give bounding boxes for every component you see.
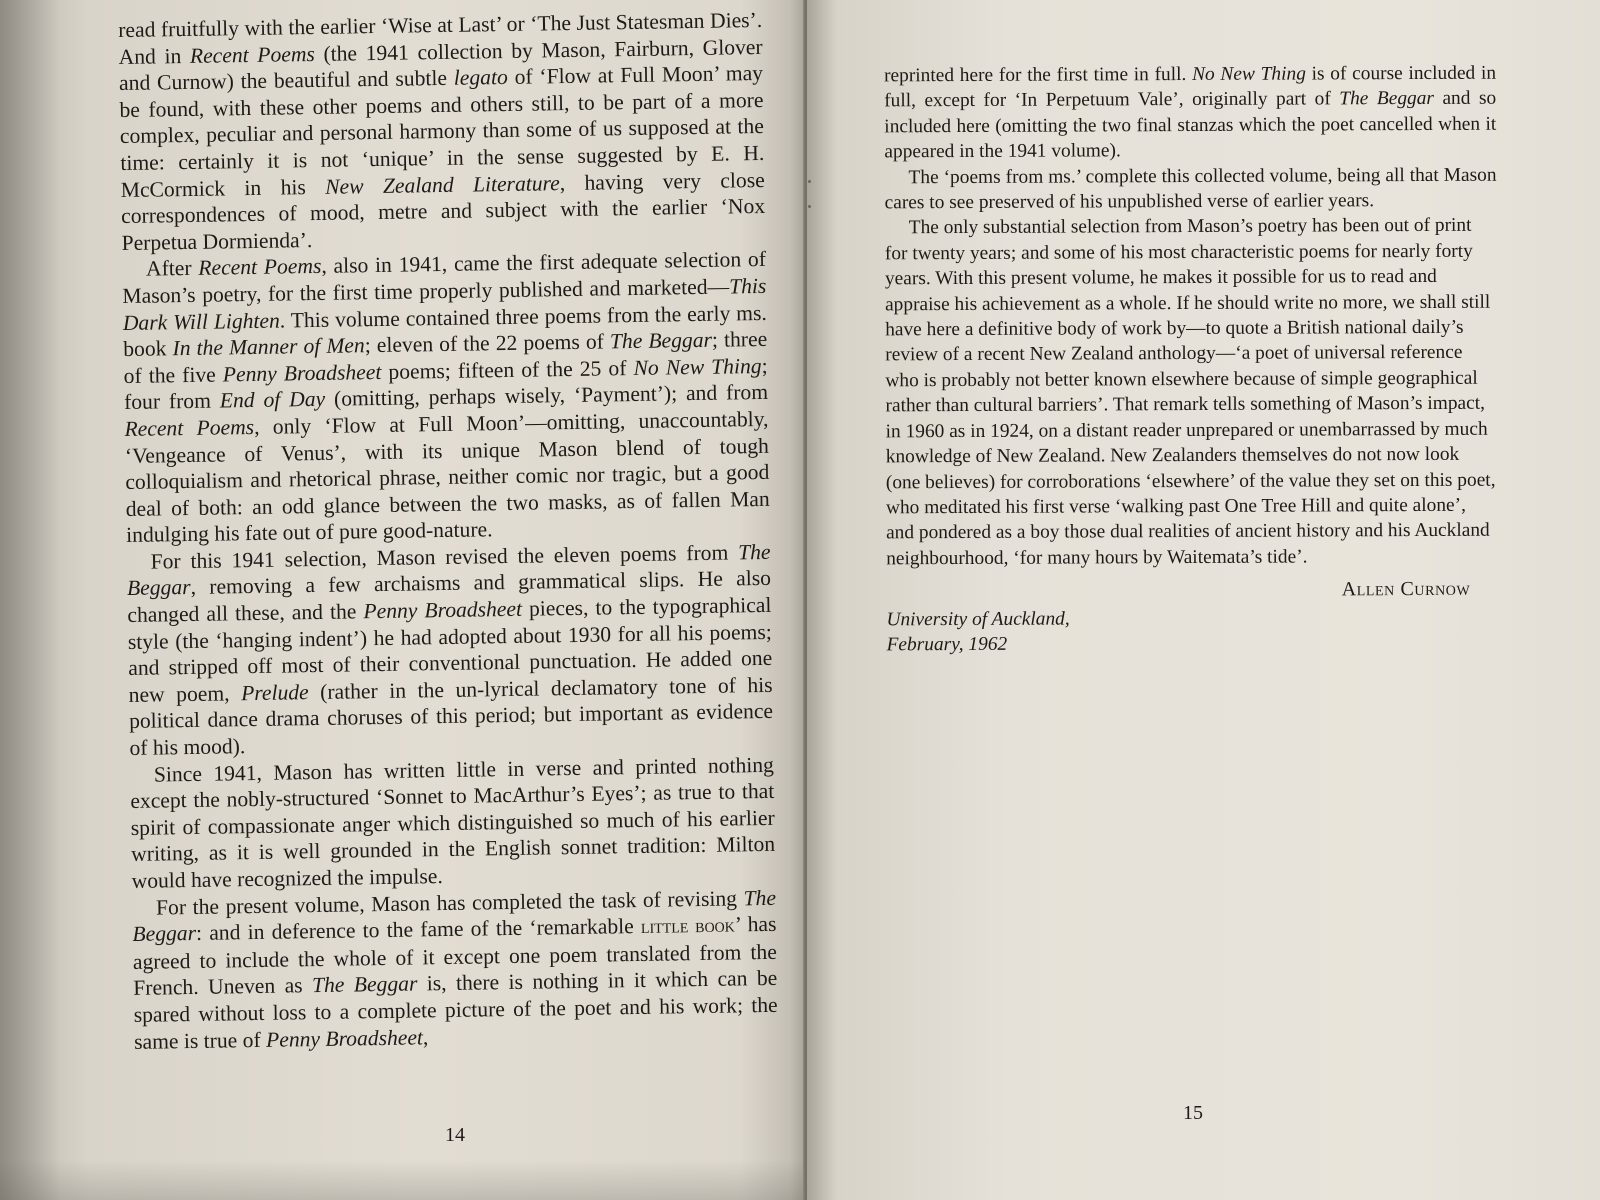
text-run: ; three of the five [123,327,768,388]
small-caps-text: little book [640,914,735,939]
binding-mark [808,180,811,183]
right-page-body [884,61,1499,658]
italic-title: Recent Poems [189,41,316,68]
italic-title: New Zealand Literature [324,170,560,199]
text-run: and so included here (omitting the two final stanzas which the poet cancelled when it appeared in the 1941 volume). [884,88,1497,163]
text-run: is, there is nothing in it which can be spared without loss to a complete picture of the poet and his work; the same is true of [133,966,778,1054]
text-run: . This volume contained three poems from the early ms. book [123,300,767,362]
left-paragraph-4 [130,751,776,894]
text-run: ; eleven of the 22 poems of [364,329,611,358]
text-run: The ‘poems from ms.’ complete this collected volume, being all that Mason cares to see preserved of his unpublished verse of earlier years. [884,164,1497,214]
text-run: , [422,1024,429,1049]
text-run: is of course included in full, except for ‘In Perpetuum Vale’, originally part of [884,62,1497,112]
text-run: ; four from [123,353,768,415]
italic-title: No New Thing [633,353,762,380]
author-signature: Allen Curnow [1341,577,1471,601]
right-page [807,0,1600,1200]
page-edge-shadow [0,0,60,1200]
italic-title: Prelude [240,679,309,706]
text-run: , only ‘Flow at Full Moon’—omitting, unaccountably, ‘Vengeance of Venus’, with its unique Mason blend of tough colloquialism and rhetorical phrase, neither comic nor tragic, but a good deal of both: an odd glance between the two masks, as of fallen Man indulging his fate out of pure good-nature. [124,406,770,548]
italic-title: legato [453,65,508,90]
text-run: For this 1941 selection, Mason revised the eleven poems from [150,540,739,574]
dateline-date: February, 1962 [886,633,1008,656]
left-paragraph-1 [118,7,766,256]
binding-mark [808,205,811,208]
text-run: reprinted here for the first time in full. [884,63,1193,87]
right-page-number: 15 [1183,1102,1203,1124]
text-run: read fruitfully with the earlier ‘Wise at Last’ or ‘The Just Statesman Dies’. And in [118,7,763,69]
right-paragraph-2 [884,162,1496,215]
italic-title: Penny Broadsheet [363,596,523,624]
text-run: After [145,256,199,281]
italic-title: Recent Poems [124,414,255,441]
italic-title: The Beggar [126,539,771,601]
italic-title: Penny Broadsheet [222,359,382,387]
italic-title: The Beggar [1339,88,1434,110]
italic-title: Recent Poems [198,254,322,281]
left-paragraph-2 [122,246,771,549]
italic-title: End of Day [219,387,326,413]
text-run: ’ has agreed to include the whole of it except one poem translated from the French. Uneven as [132,912,777,1001]
dateline [886,604,1498,657]
text-run: (omitting, perhaps wisely, ‘Payment’); and from [324,380,769,412]
left-paragraph-5 [132,884,778,1055]
text-run: (the 1941 collection by Mason, Fairburn, Glover and Curnow) the beautiful and subtle [118,34,763,96]
italic-title: This Dark Will Lighten [122,273,767,335]
text-run: : and in deference to the fame of the ‘remarkable [195,914,642,946]
page-bottom-shadow [0,1160,805,1200]
left-page-number: 14 [445,1124,465,1146]
text-run: For the present volume, Mason has completed the task of revising [155,885,744,920]
italic-title: No New Thing [1192,63,1306,85]
italic-title: The Beggar [609,327,713,354]
dateline-place: University of Auckland, [886,608,1070,630]
text-run: poems; fifteen of the 25 of [381,355,634,384]
text-run: Since 1941, Mason has written little in verse and printed nothing except the nobly-structured ‘Sonnet to MacArthur’s Eyes’; as true to that spirit of compassionate anger which distinguished so much of his earlier writing, as it is well grounded in the English sonnet tradition: Milton would have recognized the impulse. [130,752,776,893]
text-run: (rather in the un-lyrical declamatory tone of his political dance drama choruses of this period; but important as evidence of his mood). [128,672,774,760]
text-run: of ‘Flow at Full Moon’ may be found, with these other poems and others still, to be part of a more complex, peculiar and personal harmony than some of us supposed at the time: certainly it is not ‘unique’ in the sense suggested by E. H. McCormick in his [119,61,765,202]
right-paragraph-3 [885,213,1499,571]
italic-title: The Beggar [311,971,418,998]
left-page-body [118,7,778,1055]
italic-title: The Beggar [132,885,777,947]
italic-title: Penny Broadsheet [265,1024,424,1052]
text-run: , having very close correspondences of mood, metre and subject with the earlier ‘Nox Perpetua Dormienda’. [120,167,766,255]
left-paragraph-3 [126,539,773,762]
text-run: , also in 1941, came the first adequate selection of Mason’s poetry, for the first time properly published and marketed— [122,247,767,308]
italic-title: In the Manner of Men [172,333,365,361]
text-run: , removing a few archaisms and grammatical slips. He also changed all these, and the [127,566,772,628]
text-run: pieces, to the typographical style (the ‘hanging indent’) he had adopted about 1930 for all his poems; and stripped off most of their conventional punctuation. He added one new poem, [127,592,773,707]
right-paragraph-1 [884,61,1496,165]
text-run: The only substantial selection from Mason’s poetry has been out of print for twenty years; and some of his most characteristic poems for nearly forty years. With this present volume, he makes it possible for us to read and appraise his achievement as a whole. If he should write no more, we shall still have here a definitive body of work by—to quote a British national daily’s review of a recent New Zealand anthology—‘a poet of universal reference who is probably not better known elsewhere because of simple geographical rather than cultural barriers’. That remark tells something of Mason’s impact, in 1960 as in 1924, on a distant reader unprepared or unembarrassed by much knowledge of New Zealand. New Zealanders themselves do not now look (one believes) for corroborations ‘elsewhere’ of the value they set on this poet, who meditated his first verse ‘walking past One Tree Hill and quite alone’, and pondered as a boy those dual realities of ancient history and his Auckland neighbourhood, ‘for many hours by Waitemata’s tide’. [884,215,1496,570]
